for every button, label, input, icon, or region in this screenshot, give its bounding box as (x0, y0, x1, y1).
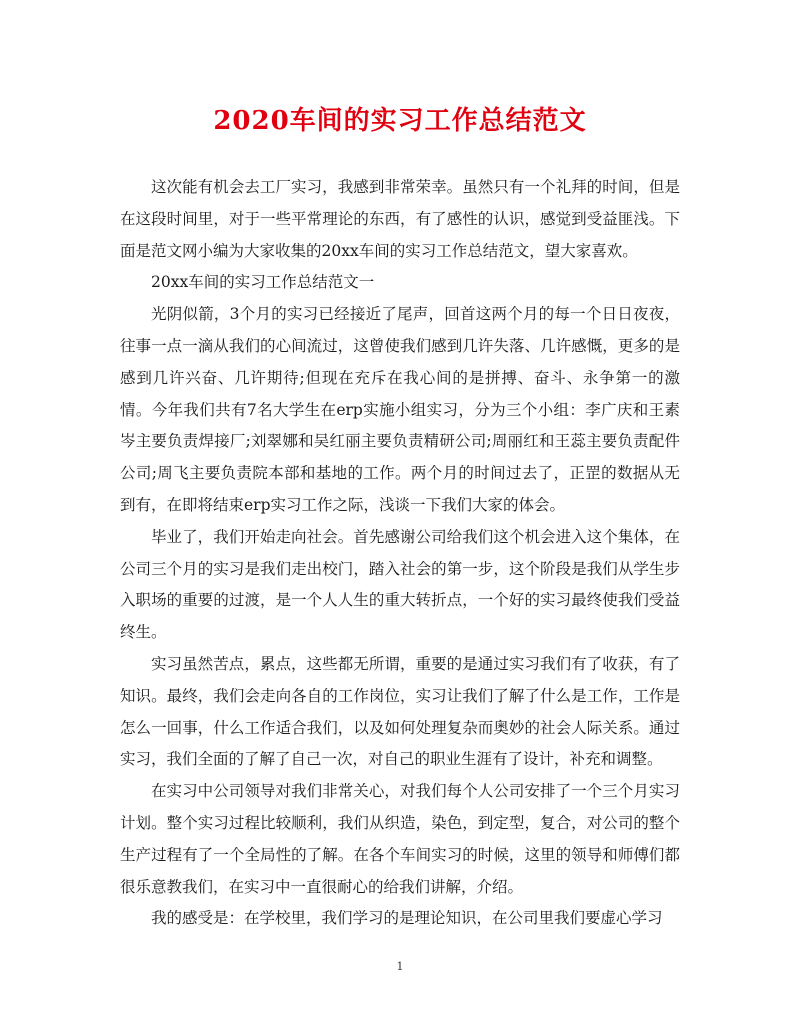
body-paragraph: 我的感受是：在学校里，我们学习的是理论知识，在公司里我们要虚心学习 (151, 909, 663, 928)
body-paragraph: 在实习中公司领导对我们非常关心，对我们每个人公司安排了一个三个月实习计划。整个实习过程比较顺利，我们从织造，染色，到定型，复合，对公司的整个生产过程有了一个全局性的了解。在各个车间实习的时候，这里的领导和师傅们都很乐意教我们，在实习中一直很耐心的给我们讲解，介绍。 (120, 782, 680, 896)
document-body (120, 172, 680, 935)
document-title: 2020车间的实习工作总结范文 (213, 106, 587, 136)
body-paragraph: 实习虽然苦点，累点，这些都无所谓，重要的是通过实习我们有了收获，有了知识。最终，我们会走向各自的工作岗位，实习让我们了解了什么是工作，工作是怎么一回事，什么工作适合我们，以及如何处理复杂而奥妙的社会人际关系。通过实习，我们全面的了解了自己一次，对自己的职业生涯有了设计，补充和调整。 (120, 654, 680, 769)
body-paragraph: 光阴似箭，3个月的实习已经接近了尾声，回首这两个月的每一个日日夜夜，往事一点一滴从我们的心间流过，这曾使我们感到几许失落、几许感慨，更多的是感到几许兴奋、几许期待;但现在充斥在我心间的是拼搏、奋斗、永争第一的激情。今年我们共有7名大学生在erp实施小组实习，分为三个小组：李广庆和王素岑主要负责焊接厂;刘翠娜和吴红丽主要负责精研公司;周丽红和王蕊主要负责配件公司;周飞主要负责院本部和基地的工作。两个月的时间过去了，正罡的数据从无到有，在即将结束erp实习工作之际，浅谈一下我们大家的体会。 (120, 305, 680, 514)
body-paragraph: 毕业了，我们开始走向社会。首先感谢公司给我们这个机会进入这个集体，在公司三个月的实习是我们走出校门，踏入社会的第一步，这个阶段是我们从学生步入职场的重要的过渡，是一个人人生的重大转折点，一个好的实习最终使我们受益终生。 (120, 527, 680, 642)
section-heading: 20xx车间的实习工作总结范文一 (151, 273, 375, 292)
page-number: 1 (396, 960, 404, 973)
intro-paragraph: 这次能有机会去工厂实习，我感到非常荣幸。虽然只有一个礼拜的时间，但是在这段时间里，对于一些平常理论的东西，有了感性的认识，感觉到受益匪浅。下面是范文网小编为大家收集的20xx车间的实习工作总结范文，望大家喜欢。 (120, 178, 680, 260)
